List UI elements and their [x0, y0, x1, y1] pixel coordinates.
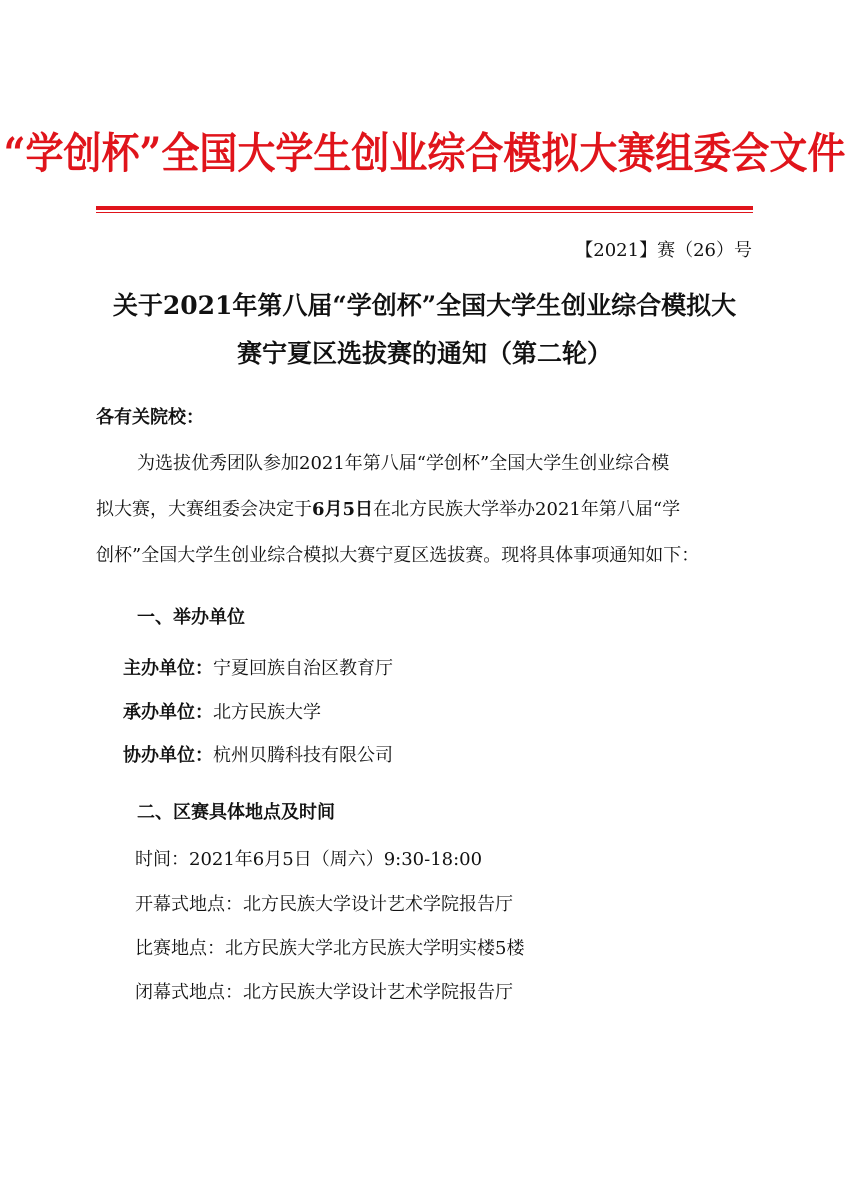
co-organizer-label: 协办单位： [123, 745, 213, 766]
document-title-line-2: 赛宁夏区选拔赛的通知（第二轮） [236, 339, 612, 368]
opening-venue-line: 开幕式地点：北方民族大学设计艺术学院报告厅 [135, 894, 513, 915]
time-line: 时间：2021年6月5日（周六）9:30-18:00 [135, 849, 483, 870]
header-rule-thin [96, 212, 753, 213]
closing-venue-line: 闭幕式地点：北方民族大学设计艺术学院报告厅 [135, 982, 513, 1003]
intro-line-3: 创杯”全国大学生创业综合模拟大赛宁夏区选拔赛。现将具体事项通知如下： [96, 545, 700, 566]
document-number: 【2021】赛（26）号 [575, 240, 752, 261]
document-title-line-1: 关于2021年第八届“学创杯”全国大学生创业综合模拟大 [112, 291, 737, 320]
section-1-heading: 一、举办单位 [137, 607, 245, 628]
co-organizer-line [123, 741, 393, 767]
organizer-label: 承办单位： [123, 702, 213, 723]
intro-line-2-end: 在北方民族大学举办2021年第八届“学 [373, 499, 681, 520]
host-label: 主办单位： [123, 658, 213, 679]
competition-venue-line: 比赛地点：北方民族大学北方民族大学明实楼5楼 [135, 938, 525, 959]
header-title: “学创杯”全国大学生创业综合模拟大赛组委会文件 [3, 127, 846, 179]
host-line [123, 654, 393, 680]
salutation: 各有关院校： [96, 407, 204, 428]
header-rule-thick [96, 206, 753, 210]
intro-line-1: 为选拔优秀团队参加2021年第八届“学创杯”全国大学生创业综合模 [137, 453, 670, 474]
section-2-heading: 二、区赛具体地点及时间 [137, 802, 335, 823]
host-value: 宁夏回族自治区教育厅 [213, 658, 393, 679]
organizer-line [123, 698, 321, 724]
organizer-value: 北方民族大学 [213, 702, 321, 723]
intro-line-2 [96, 495, 776, 521]
co-organizer-value: 杭州贝腾科技有限公司 [213, 745, 393, 766]
intro-line-2-start: 拟大赛，大赛组委会决定于 [96, 499, 312, 520]
competition-date: 6月5日 [312, 499, 374, 520]
